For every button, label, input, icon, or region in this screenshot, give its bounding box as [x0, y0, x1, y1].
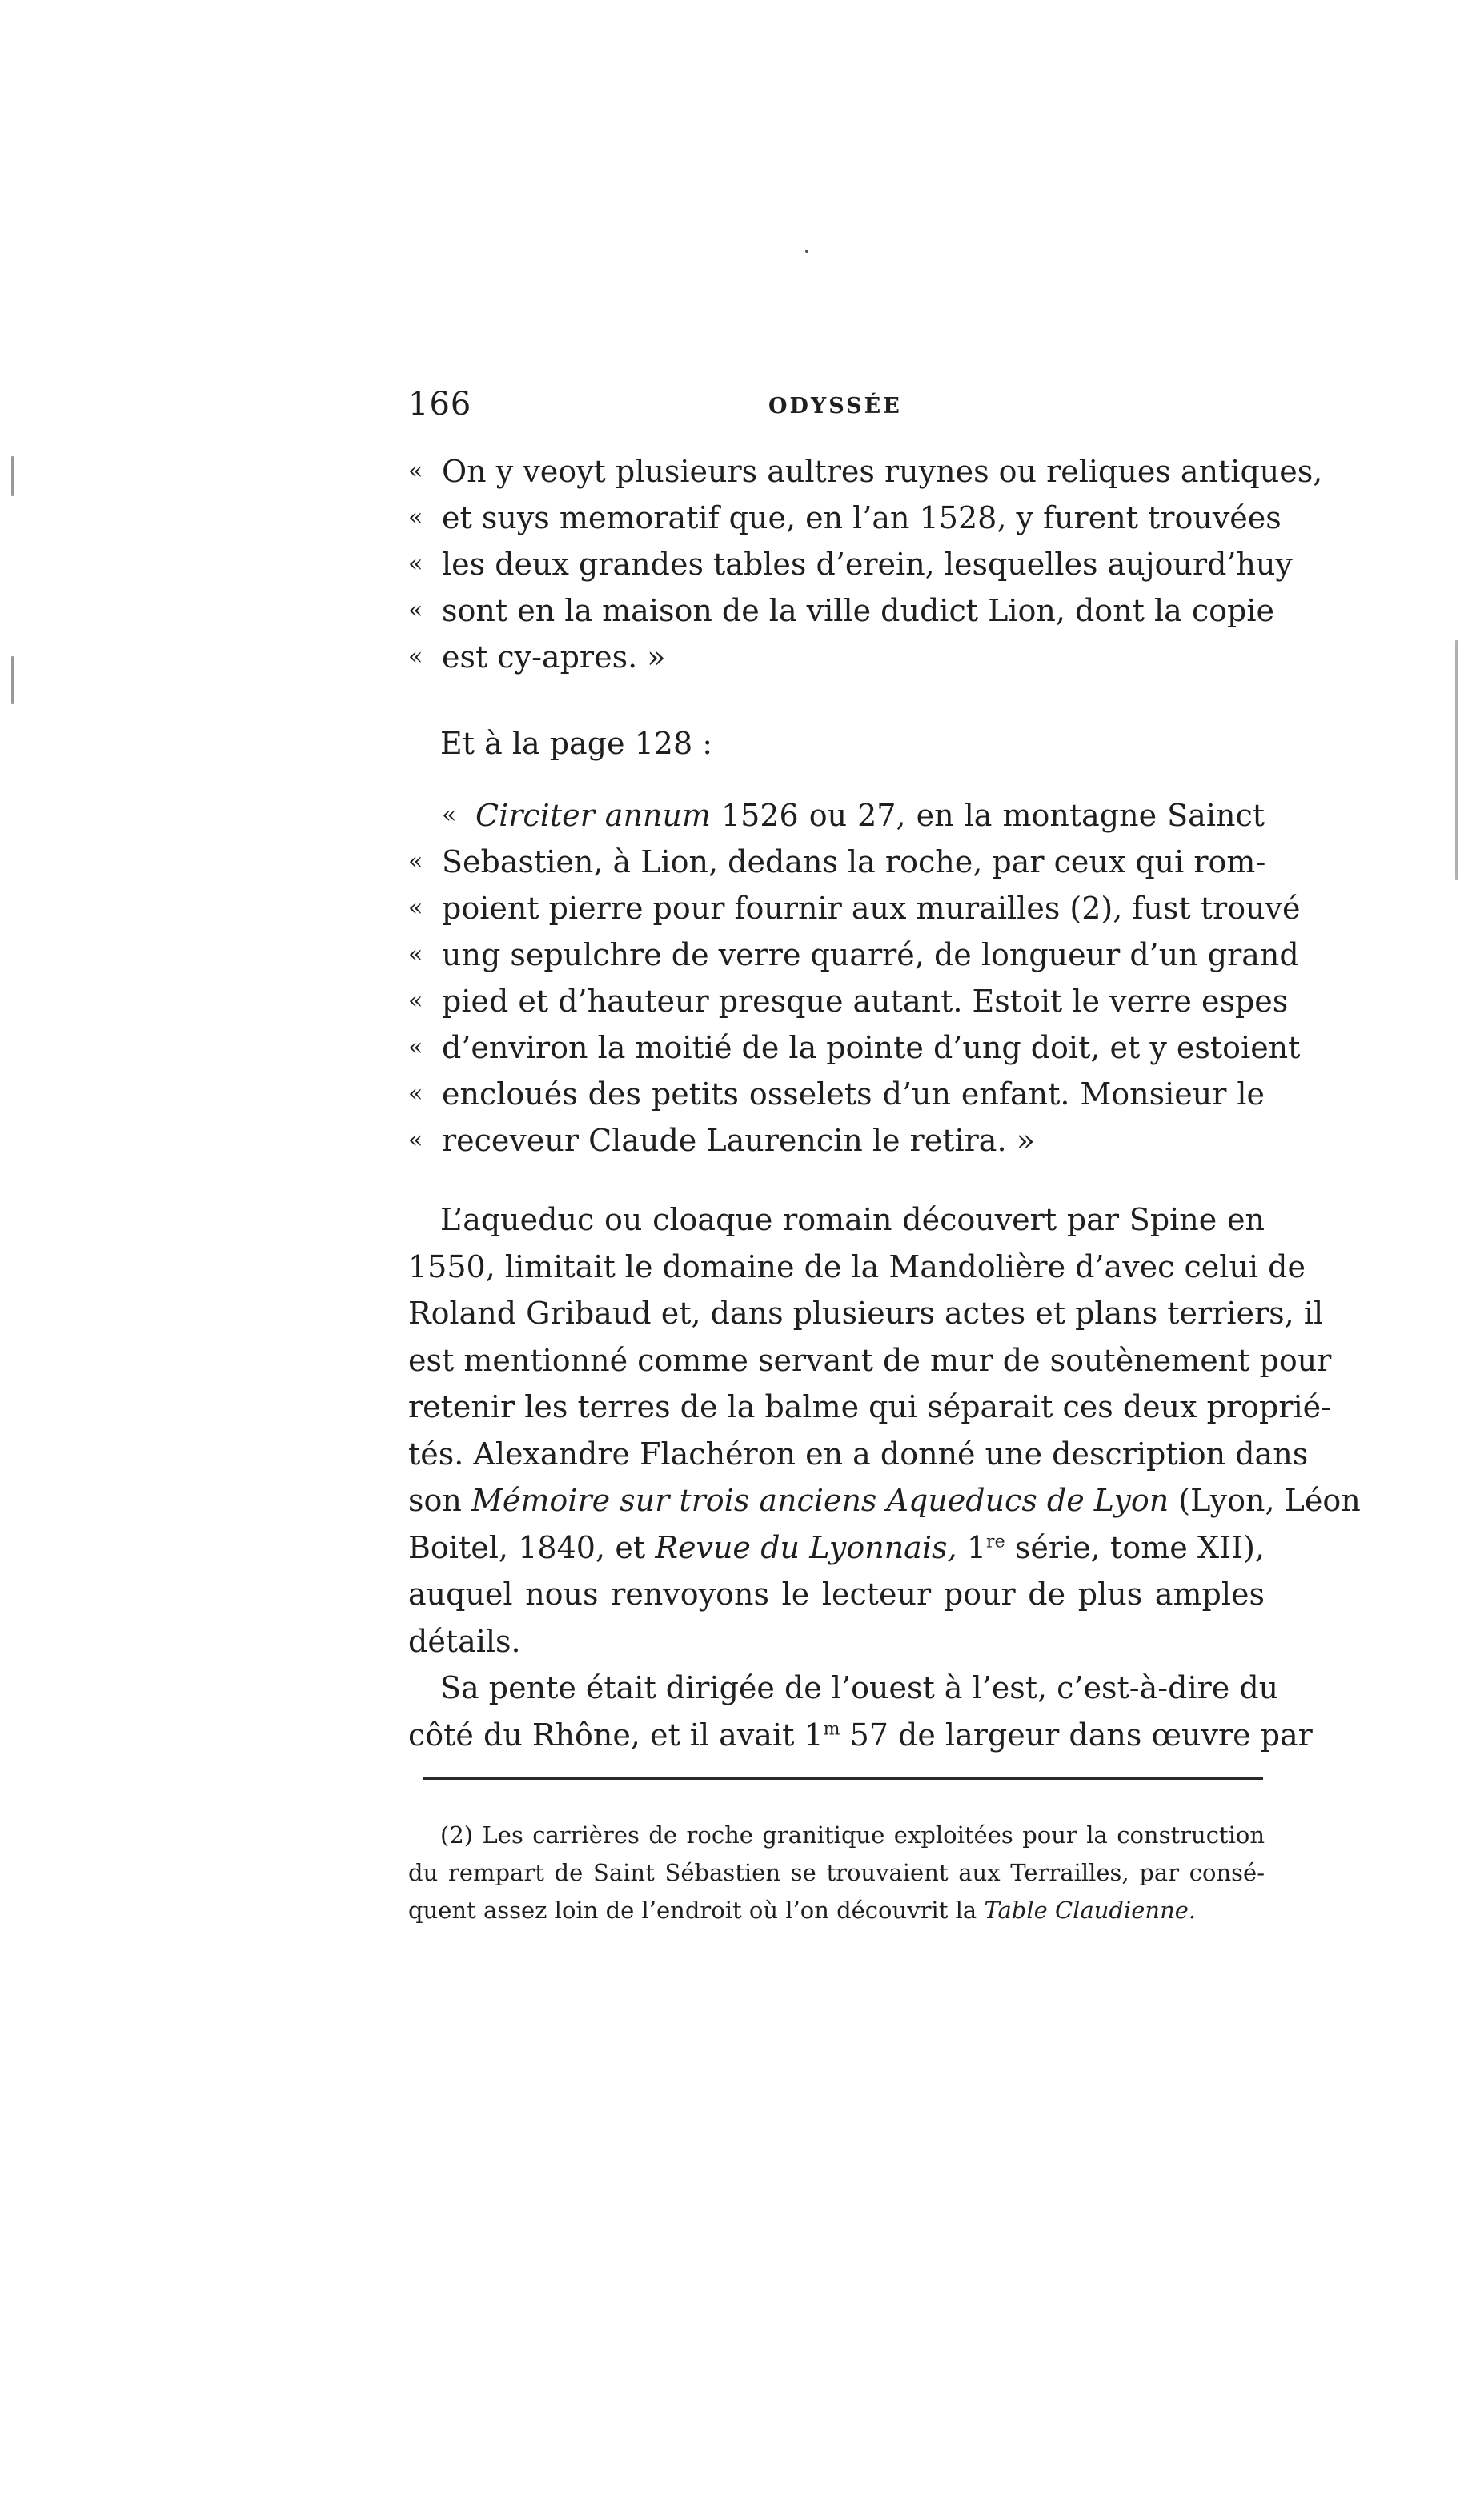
superscript: re: [986, 1531, 1005, 1552]
quote-text: poient pierre pour fournir aux murailles (2), fust trouvé: [442, 891, 1301, 926]
quote-text: On y veoyt plusieurs aultres ruynes ou reliques antiques,: [442, 454, 1323, 489]
paragraph-line: L’aqueduc ou cloaque romain découvert par Spine en: [440, 1202, 1265, 1237]
quote-mark: «: [408, 987, 423, 1015]
quote-text: [475, 792, 1265, 839]
quote-text: est cy-apres. »: [442, 639, 666, 675]
quote-line: [408, 587, 1275, 634]
body-text: [408, 1196, 1361, 1758]
quote-text: encloués des petits osselets d’un enfant. Monsieur le: [442, 1076, 1265, 1112]
text-segment: 1: [957, 1529, 987, 1565]
quote-text: les deux grandes tables d’erein, lesquelles aujourd’huy: [442, 547, 1293, 582]
quote-mark: «: [408, 457, 423, 485]
quote-mark: «: [408, 894, 423, 922]
paragraph-line: retenir les terres de la balme qui séparait ces deux proprié-: [408, 1389, 1331, 1424]
paragraph-line: [408, 1524, 1265, 1572]
quote-line: [408, 839, 1265, 885]
italic-title: Table Claudienne.: [984, 1897, 1197, 1924]
text-segment: série, tome XII),: [1005, 1529, 1265, 1565]
quote-mark: «: [408, 1126, 423, 1154]
text-segment: son: [408, 1483, 471, 1518]
quote-line: [408, 1071, 1265, 1117]
scan-edge-mark: [11, 656, 14, 704]
footnote-line: (2) Les carrières de roche granitique exploitées pour la construction: [440, 1821, 1265, 1849]
text-segment: Boitel, 1840, et: [408, 1529, 656, 1565]
scan-edge-mark: [11, 456, 14, 496]
quote-mark: «: [442, 801, 457, 829]
intro-line: Et à la page 128 :: [440, 726, 712, 761]
quote-text: sont en la maison de la ville dudict Lion, dont la copie: [442, 593, 1275, 628]
page-header: [408, 386, 1265, 434]
footnote-line: du rempart de Saint Sébastien se trouvaient aux Terrailles, par consé-: [408, 1859, 1265, 1886]
paragraph-line: [408, 1477, 1361, 1524]
quote-text: ung sepulchre de verre quarré, de longueur d’un grand: [442, 937, 1299, 972]
quote-mark: «: [408, 550, 423, 578]
paragraph-line: est mentionné comme servant de mur de soutènement pour: [408, 1342, 1332, 1378]
footnote-divider: [423, 1777, 1263, 1780]
quote-line: [408, 885, 1301, 931]
italic-title: Revue du Lyonnais,: [655, 1529, 957, 1565]
quote-block-1: [408, 448, 1323, 680]
quote-mark: «: [408, 847, 423, 875]
running-title: ODYSSÉE: [768, 394, 902, 419]
superscript: m: [823, 1718, 840, 1739]
quote-mark: «: [408, 1080, 423, 1108]
quote-line: [408, 448, 1323, 495]
quote-line: [408, 1024, 1301, 1071]
quote-line: [408, 541, 1293, 587]
quote-mark: «: [408, 596, 423, 624]
paragraph-line: 1550, limitait le domaine de la Mandolière d’avec celui de: [408, 1248, 1306, 1284]
quote-text: et suys memoratif que, en l’an 1528, y furent trouvées: [442, 500, 1282, 535]
page-number: 166: [408, 386, 472, 423]
quote-line: [408, 978, 1289, 1024]
text-segment: (Lyon, Léon: [1169, 1483, 1361, 1518]
quote-line: [408, 495, 1282, 541]
paragraph-line: détails.: [408, 1623, 521, 1659]
quote-mark: «: [408, 940, 423, 968]
paragraph-line: auquel nous renvoyons le lecteur pour de plus amples: [408, 1577, 1265, 1612]
scan-speck: [805, 250, 808, 253]
quote-line: [408, 1117, 1265, 1164]
quote-text: pied et d’hauteur presque autant. Estoit le verre espes: [442, 984, 1289, 1019]
quote-text-rest: 1526 ou 27, en la montagne Sainct: [710, 798, 1265, 833]
paragraph-line: Sa pente était dirigée de l’ouest à l’est, c’est-à-dire du: [440, 1670, 1279, 1705]
quote-text: d’environ la moitié de la pointe d’ung doit, et y estoient: [442, 1030, 1301, 1065]
quote-mark: «: [408, 643, 423, 671]
quote-text: receveur Claude Laurencin le retira. »: [442, 1123, 1035, 1158]
footnote: [408, 1817, 1265, 1929]
text-segment: quent assez loin de l’endroit où l’on découvrit la: [408, 1897, 985, 1924]
quote-mark: «: [408, 1033, 423, 1061]
italic-phrase: Circiter annum: [475, 798, 711, 833]
quote-text: Sebastien, à Lion, dedans la roche, par ceux qui rom-: [442, 844, 1266, 879]
quote-line: [408, 792, 1265, 839]
italic-title: Mémoire sur trois anciens Aqueducs de Lyon: [471, 1483, 1169, 1518]
scan-edge-mark: [1455, 640, 1458, 880]
footnote-line: [408, 1892, 1265, 1929]
paragraph-line: tés. Alexandre Flachéron en a donné une description dans: [408, 1436, 1309, 1472]
quote-mark: «: [408, 503, 423, 531]
quote-line: [408, 634, 1265, 680]
paragraph-line: Roland Gribaud et, dans plusieurs actes et plans terriers, il: [408, 1296, 1324, 1331]
text-segment: 57 de largeur dans œuvre par: [840, 1717, 1313, 1753]
quote-block-2: [408, 792, 1301, 1164]
quote-line: [408, 931, 1299, 978]
paragraph-line: [408, 1712, 1313, 1759]
text-segment: côté du Rhône, et il avait 1: [408, 1717, 824, 1753]
